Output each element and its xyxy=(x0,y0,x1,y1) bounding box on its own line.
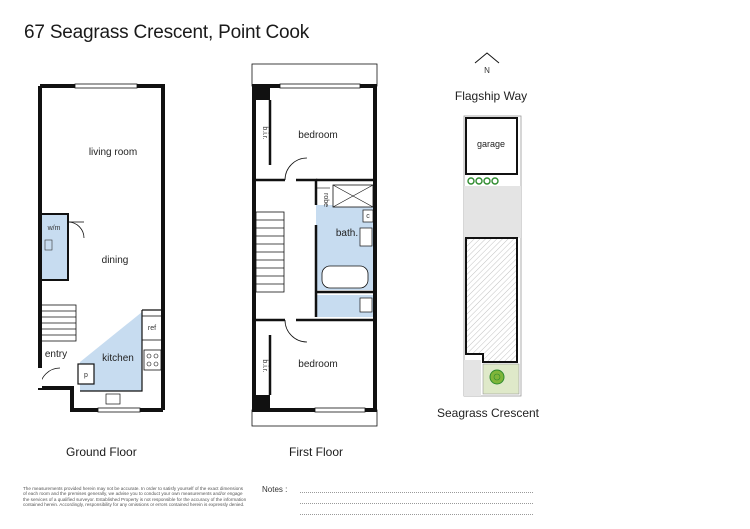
notes-line xyxy=(300,514,533,515)
window-kitchen xyxy=(98,408,140,412)
label-kitchen: kitchen xyxy=(102,353,134,364)
label-bir-top: b.i.r. xyxy=(261,126,268,140)
site-plan xyxy=(464,53,521,396)
label-garage: garage xyxy=(476,139,506,149)
label-living-room: living room xyxy=(88,147,138,158)
notes-line xyxy=(300,492,533,493)
label-washing-machine: w/m xyxy=(47,225,61,232)
north-arrow-icon xyxy=(475,53,499,63)
label-entry: entry xyxy=(44,349,68,360)
label-bedroom-top: bedroom xyxy=(298,130,338,141)
courtyard xyxy=(464,186,521,238)
label-north: N xyxy=(484,66,490,75)
window-living xyxy=(75,84,137,88)
label-refrigerator: ref xyxy=(147,325,157,332)
label-street-top: Flagship Way xyxy=(454,89,528,103)
property-title: 67 Seagrass Crescent, Point Cook xyxy=(24,22,310,43)
tree-icon xyxy=(490,370,504,384)
ground-floor-label: Ground Floor xyxy=(66,445,137,459)
label-robe: robe xyxy=(322,192,329,208)
label-bathroom: bath. xyxy=(335,228,359,239)
label-linen: c xyxy=(366,213,370,220)
disclaimer-text: The measurements provided herein may not be accurate. In order to satisfy yourself of the exact dimensions of each room and the premises generally, we advise you to conduct your own measurements and/or engage the services of a qualified surveyor. Established Property is not responsible for the accuracy of the information contained herein. Accordingly, responsibility for any omissions or errors contained herein is expressly denied. xyxy=(23,486,247,508)
notes-line xyxy=(300,503,533,504)
label-bir-bottom: b.i.r. xyxy=(261,359,268,373)
label-dining: dining xyxy=(101,255,129,266)
first-floor-label: First Floor xyxy=(289,445,343,459)
label-pantry: p xyxy=(84,372,88,379)
label-street-bottom: Seagrass Crescent xyxy=(436,406,540,420)
notes-label: Notes : xyxy=(262,485,288,494)
label-bedroom-bottom: bedroom xyxy=(298,359,338,370)
first-floor-plan xyxy=(252,64,377,426)
house-block xyxy=(466,238,517,362)
